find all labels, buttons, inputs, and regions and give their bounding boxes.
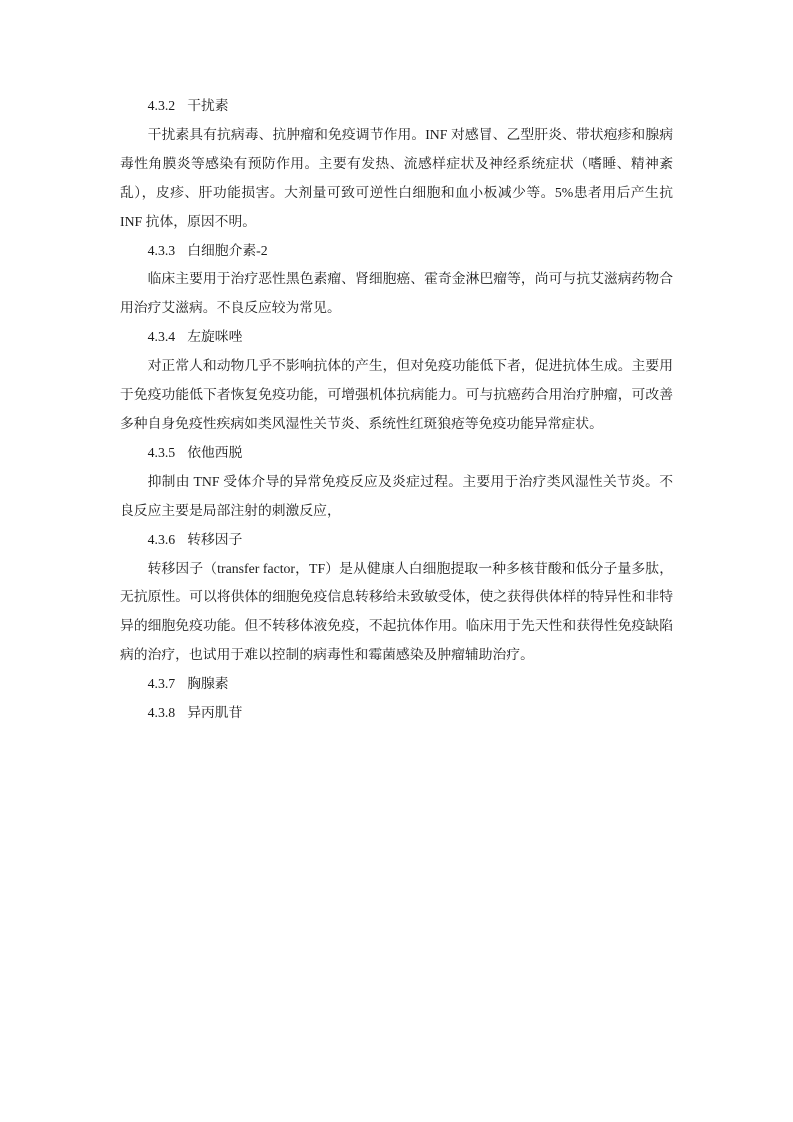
- section-number: 4.3.2: [147, 98, 176, 113]
- section-title: 依他西脱: [187, 444, 243, 460]
- section-number: 4.3.4: [147, 329, 176, 345]
- section-paragraph-transfer-factor: 转移因子（transfer factor，TF）是从健康人白细胞提取一种多核苷酸和低分子量多肽，无抗原性。可以将供体的细胞免疫信息转移给未致敏受体，使之获得供体样的特异性和非特异的细胞免疫功能。但不转移体液免疫，不起抗体作用。临床用于先天性和获得性免疫缺陷病的治疗，也试用于难以控制的病毒性和霉菌感染及肿瘤辅助治疗。: [120, 560, 673, 663]
- section-title: 左旋咪唑: [187, 329, 243, 345]
- section-title: 异丙肌苷: [187, 705, 243, 721]
- section-heading-4-3-4: [120, 323, 673, 352]
- section-number: 4.3.3: [147, 242, 176, 258]
- section-heading-4-3-7: [120, 670, 673, 699]
- section-heading-4-3-6: [120, 526, 673, 555]
- section-heading-4-3-8: [120, 699, 673, 728]
- section-paragraph-interleukin2: 临床主要用于治疗恶性黑色素瘤、肾细胞癌、霍奇金淋巴瘤等，尚可与抗艾滋病药物合用治疗艾滋病。不良反应较为常见。: [120, 271, 673, 316]
- section-title: 干扰素: [187, 98, 229, 113]
- document-content: [120, 92, 673, 728]
- section-heading-4-3-5: [120, 439, 673, 468]
- section-number: 4.3.7: [147, 676, 176, 692]
- section-heading-4-3-2: [120, 92, 673, 121]
- section-title: 白细胞介素-2: [187, 242, 268, 258]
- section-paragraph-etanercept: 抑制由 TNF 受体介导的异常免疫反应及炎症过程。主要用于治疗类风湿性关节炎。不良反应主要是局部注射的刺激反应，: [120, 473, 673, 518]
- section-paragraph-interferon: 干扰素具有抗病毒、抗肿瘤和免疫调节作用。INF 对感冒、乙型肝炎、带状疱疹和腺病毒性角膜炎等感染有预防作用。主要有发热、流感样症状及神经系统症状（嗜睡、精神紊乱），皮疹、肝功能损害。大剂量可致可逆性白细胞和血小板减少等。5%患者用后产生抗 INF 抗体，原因不明。: [120, 126, 673, 229]
- section-paragraph-levamisole: 对正常人和动物几乎不影响抗体的产生，但对免疫功能低下者，促进抗体生成。主要用于免疫功能低下者恢复免疫功能，可增强机体抗病能力。可与抗癌药合用治疗肿瘤，可改善多种自身免疫性疾病如类风湿性关节炎、系统性红斑狼疮等免疫功能异常症状。: [120, 358, 673, 431]
- section-title: 胸腺素: [187, 676, 229, 692]
- section-heading-4-3-3: [120, 237, 673, 266]
- section-title: 转移因子: [187, 531, 243, 547]
- section-number: 4.3.5: [147, 444, 176, 460]
- section-number: 4.3.6: [147, 531, 176, 547]
- section-number: 4.3.8: [147, 705, 176, 721]
